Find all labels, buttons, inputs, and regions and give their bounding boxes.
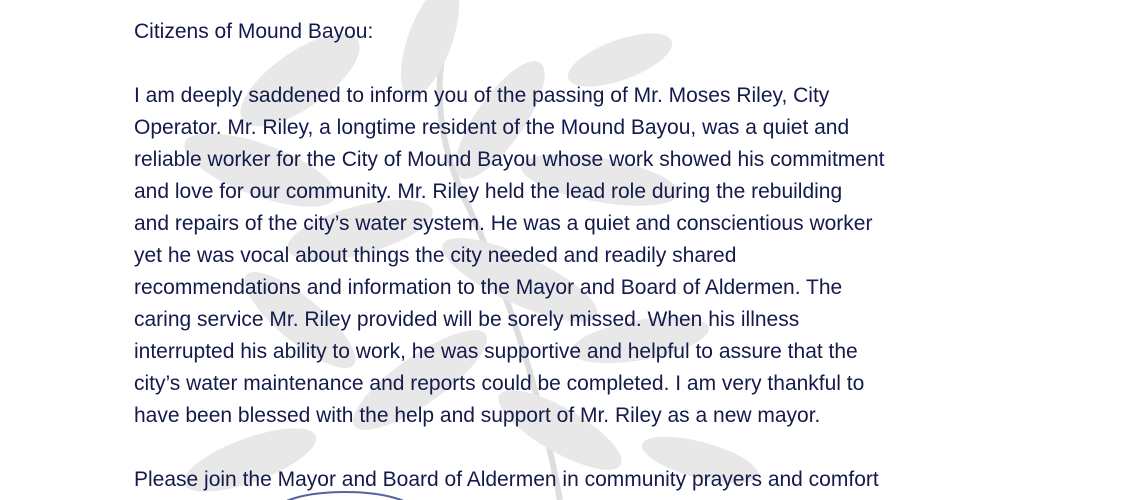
paragraph-line: I am deeply saddened to inform you of the passing of Mr. Moses Riley, City: [134, 84, 830, 107]
paragraph-line: have been blessed with the help and support of Mr. Riley as a new mayor.: [134, 404, 821, 427]
paragraph-line: city’s water maintenance and reports could be completed. I am very thankful to: [134, 372, 865, 395]
paragraph-line: reliable worker for the City of Mound Bayou whose work showed his commitment: [134, 148, 885, 171]
letter-closing-line: Please join the Mayor and Board of Aldermen in community prayers and comfort: [134, 468, 879, 491]
paragraph-line: recommendations and information to the Mayor and Board of Aldermen. The: [134, 276, 843, 299]
paragraph-line: Operator. Mr. Riley, a longtime resident of the Mound Bayou, was a quiet and: [134, 116, 850, 139]
paragraph-line: caring service Mr. Riley provided will be sorely missed. When his illness: [134, 308, 800, 331]
paragraph-line: interrupted his ability to work, he was supportive and helpful to assure that the: [134, 340, 858, 363]
paragraph-line: and repairs of the city’s water system. He was a quiet and conscientious worker: [134, 212, 873, 235]
letter-paragraph: [134, 80, 1024, 432]
letter-greeting: Citizens of Mound Bayou:: [134, 20, 374, 43]
paragraph-line: yet he was vocal about things the city needed and readily shared: [134, 244, 737, 267]
paragraph-line: and love for our community. Mr. Riley held the lead role during the rebuilding: [134, 180, 843, 203]
letter-body: [134, 16, 1024, 496]
